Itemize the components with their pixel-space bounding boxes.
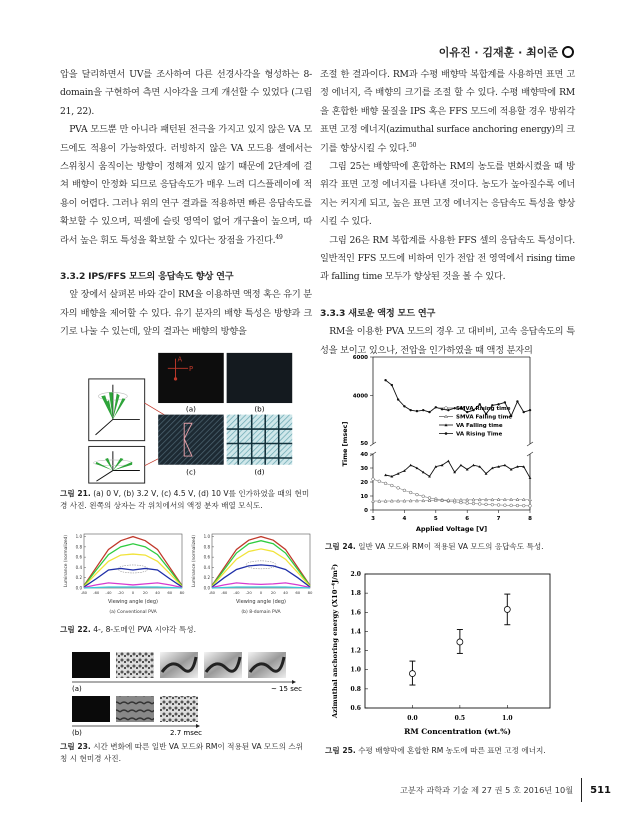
left-paragraph-1: 압을 달리하면서 UV를 조사하여 다른 선경사각을 형성하는 8-domain을 구현하여 측면 시야각을 크게 개선할 수 있었다 (그림 21, 22). (60, 69, 312, 117)
running-header (439, 44, 574, 60)
y-tick-label: 6000 (352, 355, 368, 361)
data-point (435, 406, 437, 408)
data-point (516, 400, 518, 402)
x-tick-label: 40 (155, 590, 160, 595)
y-tick-label: 30 (360, 466, 368, 472)
micrograph-b (227, 353, 293, 403)
left-paragraph-2-text: PVA 모드뿐 만 아니라 패턴된 전극을 가지고 있지 않은 VA 모드에도 적용이 가능하였다. 러빙하지 않은 VA 모드용 셀에서는 스위칭시 움직이는 방향이 정해져 있지 않기 때문에 2단계에 걸쳐 배향이 안정화 되므로 응답속도가 매우 느려 디스플레이에 적용이 어렵다. 그러나 위의 연구 결과를 적용하면 빠른 응답속도를 확보할 수 있으며, 픽셀에 슬릿 영역이 없어 개구율이 높으며, 따라서 높은 휘도 특성을 확보할 수 있다는 장점을 가진다. (60, 124, 312, 246)
left-paragraph-3: 앞 장에서 살펴본 바와 같이 RM을 이용하면 액정 혹은 유기 분자의 배향을 제어할 수 있다. 유기 분자의 배향 특성은 방향과 크기로 나눌 수 있는데, 앞의 결과는 배향의 방향을 (60, 289, 312, 338)
x-tick-label: 1.0 (502, 715, 513, 722)
x-axis-label: RM Concentration (wt.%) (404, 727, 511, 736)
x-tick-label: -60 (93, 590, 100, 595)
circle-icon (562, 46, 574, 58)
figure-24-caption (325, 541, 575, 553)
y-break-label: 50 (360, 441, 368, 447)
data-point (491, 503, 494, 506)
micrograph-a1 (72, 652, 110, 678)
figure-21 (60, 350, 320, 485)
data-point (460, 501, 463, 504)
data-point (428, 411, 430, 413)
x-tick-label: 40 (283, 590, 288, 595)
figure-23-caption-label: 그림 23. (60, 742, 91, 751)
data-point (504, 401, 506, 403)
y-tick-label: 1.0 (350, 666, 361, 674)
y-axis-label: Luminance (normalized) (192, 534, 197, 588)
y-axis-label: Azimuthal anchoring energy (X10⁻⁴J/m²) (331, 563, 339, 719)
right-paragraph-4: RM을 이용한 PVA 모드의 경우 고 대비비, 고속 응답속도의 특성을 보이고 있으나, 전압을 인가하였을 때 액정 분자의 (320, 326, 575, 356)
y-tick-label: 0.8 (75, 544, 82, 550)
panel-label-d: (d) (254, 467, 265, 477)
page-footer (400, 778, 611, 802)
y-tick-label: 1.0 (203, 534, 210, 540)
data-point (529, 409, 531, 411)
y-tick-label: 10 (360, 494, 368, 500)
left-paragraph-2 (60, 121, 312, 250)
x-tick-label: 20 (270, 590, 276, 595)
micrograph-b2 (116, 696, 154, 722)
data-point (372, 478, 375, 481)
section-heading-3-3-3: 3.3.3 새로운 액정 모드 연구 (320, 307, 436, 319)
figure-22-caption (60, 624, 310, 636)
y-axis-label: Luminance (normalized) (64, 534, 69, 588)
data-point (516, 504, 519, 507)
x-tick-label: 0.5 (454, 715, 466, 722)
figure-24-caption-text: 일반 VA 모드와 RM이 적용된 VA 모드의 응답속도 특성. (355, 542, 544, 551)
figure-25-caption-label: 그림 25. (325, 746, 356, 755)
figure-25-chart (325, 562, 555, 742)
data-point (403, 405, 405, 407)
x-axis-label: Viewing angle (deg) (236, 599, 286, 605)
figure-25-caption-text: 수평 배향막에 혼합한 RM 농도에 따른 표면 고정 에너지. (355, 746, 546, 755)
right-paragraph-1-text: 조절 한 결과이다. RM과 수평 배향막 복합계를 사용하면 표면 고정 에너지, 즉 배향의 크기를 조절 할 수 있다. 수평 배향막에 RM을 혼합한 배향 물질을 IPS 혹은 FFS 모드에 적용할 경우 방위각 표면 고정 에너지(azimuthal surface anchoring energy)의 크기를 향상시킬 수 있다. (320, 69, 575, 154)
right-paragraph-2: 그림 25는 배향막에 혼합하는 RM의 농도를 변화시켰을 때 방위각 표면 고정 에너지를 나타낸 것이다. 농도가 높아질수록 에너지는 커지게 되고, 높은 표면 고정 에너지는 응답속도 특성을 향상시킬 수 있다. (320, 161, 575, 228)
x-axis-label: Applied Voltage [V] (415, 525, 488, 533)
data-point (422, 495, 425, 498)
data-point (409, 671, 415, 677)
data-point (390, 484, 393, 487)
subplot-title: (a) Conventional PVA (109, 610, 157, 615)
right-paragraph-3: 그림 26은 RM 복합계를 사용한 FFS 셀의 응답속도 특성이다. 일반적인 FFS 모드에 비하여 인가 전압 전 영역에서 rising time과 falling time 모두가 향상된 것을 볼 수 있다. (320, 234, 575, 283)
x-tick-label: 0 (259, 590, 263, 595)
figure-25-caption (325, 745, 575, 757)
data-point (403, 489, 406, 492)
data-point (409, 409, 411, 411)
axis-label-a: A (177, 355, 183, 364)
data-point (447, 409, 449, 411)
y-tick-label: 0.6 (75, 554, 82, 560)
x-tick-label: -80 (80, 590, 88, 595)
y-tick-label: 0.8 (350, 685, 361, 693)
x-tick-label: -20 (245, 590, 252, 595)
data-point (391, 384, 393, 386)
micrograph-c (158, 415, 224, 465)
plot-area (84, 534, 182, 588)
x-tick-label: 6 (465, 516, 470, 522)
y-tick-label: 0.2 (203, 575, 210, 581)
micrograph-a2 (116, 652, 154, 678)
section-heading-3-3-2: 3.3.2 IPS/FFS 모드의 응답속도 향상 연구 (60, 271, 234, 283)
reference-50: 50 (408, 141, 417, 149)
data-point (504, 606, 510, 612)
journal-info: 고분자 과학과 기술 제 27 권 5 호 2016년 10월 (400, 784, 574, 795)
x-tick-label: 0 (131, 590, 135, 595)
data-point (460, 464, 463, 467)
data-point (409, 491, 412, 494)
schematic-lower (89, 446, 145, 483)
y-tick-label: 1.6 (350, 609, 361, 617)
data-point (529, 504, 532, 507)
footer-divider (581, 778, 582, 802)
data-point (523, 411, 525, 413)
right-paragraph-1 (320, 66, 575, 158)
legend-label: VA Falling time (456, 423, 503, 429)
right-column (320, 66, 575, 360)
figure-22b-chart (188, 530, 316, 622)
data-point (457, 639, 463, 645)
data-point (466, 502, 469, 505)
time-label-b: 2.7 msec (170, 729, 202, 737)
y-tick-label: 0.0 (203, 585, 210, 591)
x-tick-label: 7 (496, 516, 501, 522)
x-tick-label: 80 (179, 590, 185, 595)
figure-23-caption-text: 시간 변화에 따른 일반 VA 모드와 RM이 적용된 VA 모드의 스위칭 시 현미경 사진. (60, 742, 304, 763)
figure-22-caption-label: 그림 22. (60, 625, 91, 634)
y-tick-label: 2.0 (350, 571, 361, 578)
data-point (378, 480, 381, 483)
data-point (522, 504, 525, 507)
data-point (485, 503, 488, 506)
figure-22a-chart (60, 530, 188, 622)
x-tick-label: -40 (233, 590, 240, 595)
y-tick-label: 1.2 (350, 647, 361, 655)
legend-label: VA Rising Time (456, 431, 503, 438)
left-column (60, 66, 312, 342)
y-tick-label: 1.0 (75, 534, 82, 540)
row-label-b: (b) (72, 729, 82, 737)
figure-21-caption-text: (a) 0 V, (b) 3.2 V, (c) 4.5 V, (d) 10 V를 인가하였을 때의 현미경 사진. 왼쪽의 상자는 각 위치에서의 액정 분자 배열 모식도. (60, 489, 310, 510)
x-tick-label: 60 (167, 590, 173, 595)
micrograph-b1 (72, 696, 110, 722)
subplot-title: (b) 8-domain PVA (241, 610, 281, 615)
data-point (416, 410, 418, 412)
data-point (384, 379, 386, 381)
y-tick-label: 4000 (352, 393, 368, 400)
micrograph-a (158, 353, 224, 403)
x-tick-label: 4 (402, 516, 407, 522)
figure-23 (72, 652, 308, 738)
y-tick-label: 0.0 (75, 585, 82, 591)
header-authors: 이유진 · 김재훈 · 최이준 (438, 46, 558, 59)
data-point (503, 504, 506, 507)
x-tick-label: -60 (221, 590, 228, 595)
x-tick-label: -40 (105, 590, 112, 595)
panel-label-c: (c) (186, 467, 196, 477)
panel-label-b: (b) (254, 404, 265, 414)
legend-marker (445, 432, 448, 435)
y-tick-label: 0.4 (75, 564, 82, 570)
time-label-a: ~ 15 sec (270, 685, 302, 693)
y-tick-label: 1.8 (350, 590, 361, 598)
x-tick-label: -20 (117, 590, 124, 595)
reference-49: 49 (275, 233, 283, 241)
data-point (472, 502, 475, 505)
legend-label: SMVA Rising time (456, 406, 511, 412)
data-point (409, 464, 412, 467)
x-tick-label: 5 (433, 516, 438, 522)
data-point (384, 482, 387, 485)
data-point (397, 398, 399, 400)
x-tick-label: 0.0 (407, 715, 418, 722)
x-tick-label: 20 (142, 590, 148, 595)
data-point (416, 493, 419, 496)
legend-label: SMVA Falling time (456, 414, 513, 421)
y-axis-label: Time [msec] (341, 421, 349, 467)
y-tick-label: 0.6 (203, 554, 210, 560)
x-tick-label: 80 (307, 590, 313, 595)
x-tick-label: 3 (371, 516, 375, 522)
axis-label-p: P (189, 365, 194, 374)
x-axis-label: Viewing angle (deg) (108, 599, 158, 605)
y-tick-label: 0.4 (203, 564, 210, 570)
figure-24-caption-label: 그림 24. (325, 542, 356, 551)
data-point (447, 460, 450, 463)
figure-21-caption (60, 488, 310, 512)
y-tick-label: 0.2 (75, 575, 82, 581)
row-label-a: (a) (72, 685, 82, 693)
y-tick-label: 20 (360, 480, 368, 486)
y-tick-label: 0.8 (203, 544, 210, 550)
data-point (397, 486, 400, 489)
legend-marker (445, 407, 448, 410)
figure-24-chart (325, 352, 545, 538)
data-point (510, 504, 513, 507)
figure-23-caption (60, 741, 310, 765)
x-tick-label: -80 (208, 590, 216, 595)
y-tick-label: 0.6 (350, 705, 361, 712)
schematic-upper (89, 379, 145, 441)
y-tick-label: 0 (364, 508, 368, 514)
figure-22-caption-text: 4-, 8-도메인 PVA 시야각 특성. (90, 625, 196, 634)
data-point (422, 409, 424, 411)
data-point (478, 503, 481, 506)
y-tick-label: 1.4 (350, 628, 361, 636)
y-tick-label: 40 (360, 452, 368, 458)
series-line (386, 461, 530, 478)
figure-21-caption-label: 그림 21. (60, 489, 91, 498)
micrograph-b3 (160, 696, 198, 722)
page-number: 511 (590, 784, 611, 796)
x-tick-label: 8 (528, 516, 532, 522)
data-point (497, 504, 500, 507)
panel-label-a: (a) (185, 404, 196, 414)
x-tick-label: 60 (295, 590, 301, 595)
